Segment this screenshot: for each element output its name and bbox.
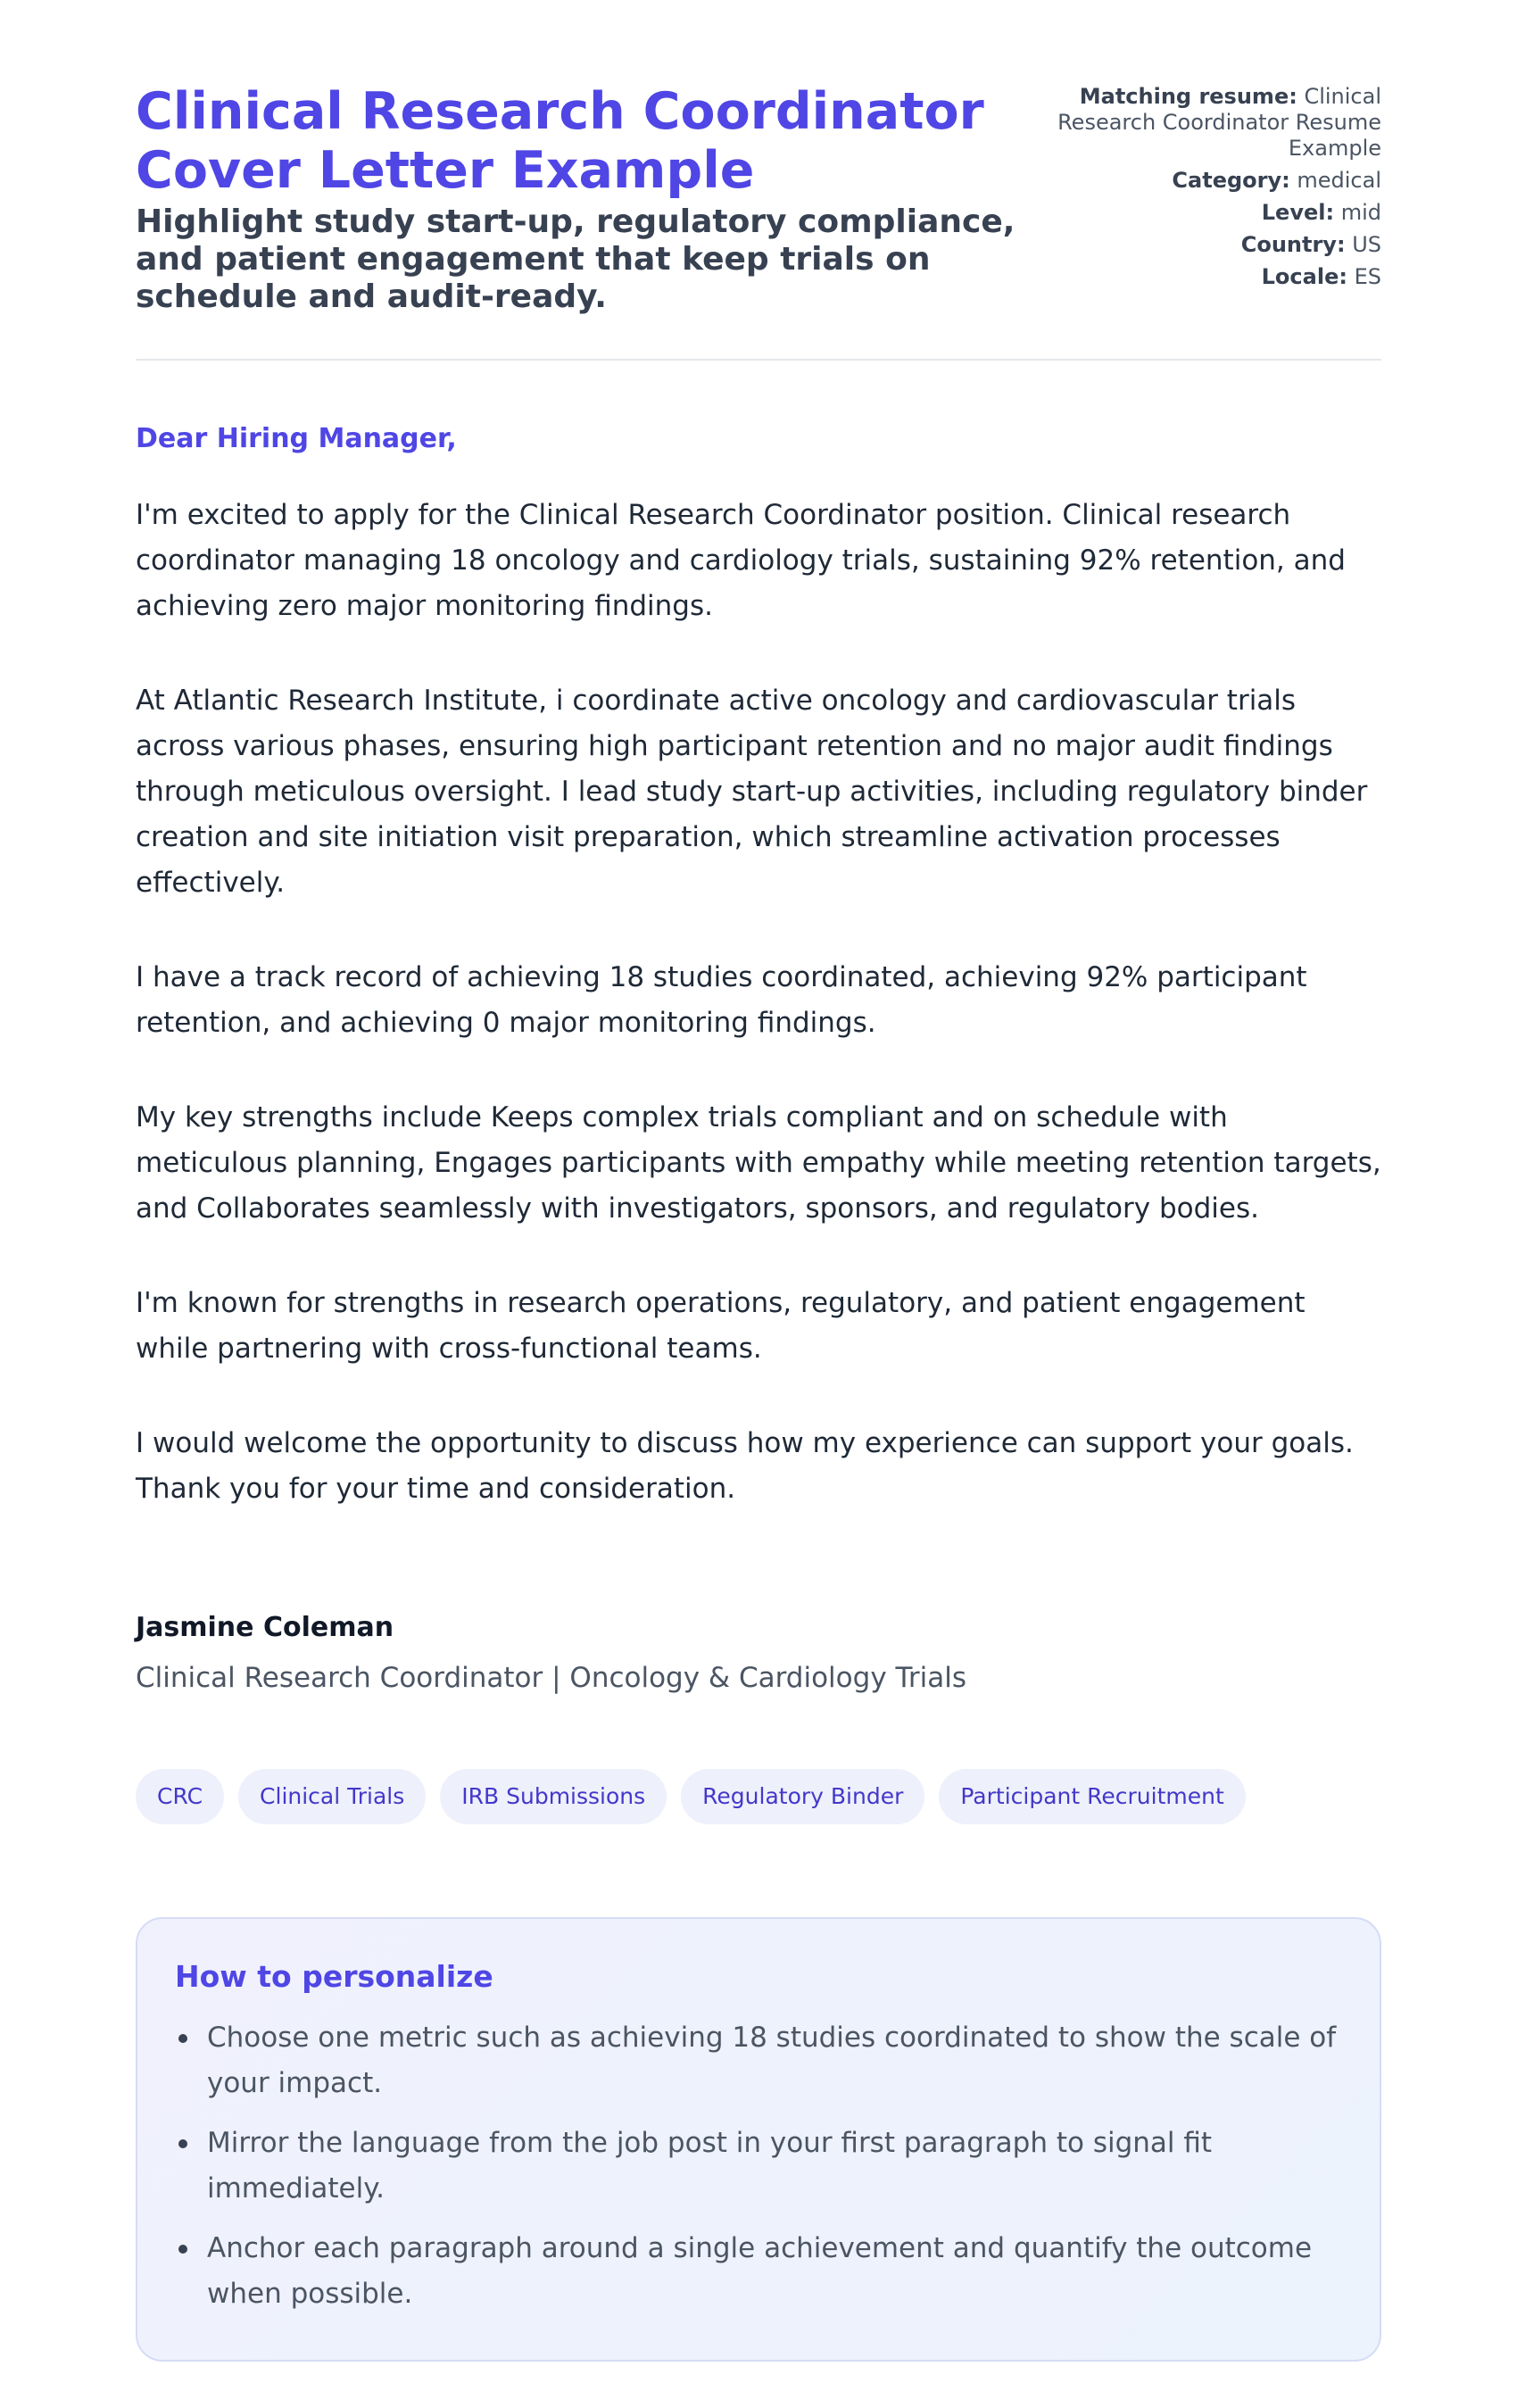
meta-matching-resume [1042, 84, 1381, 162]
meta-locale-value: ES [1354, 264, 1381, 289]
page-header [136, 82, 1381, 361]
tip-item: Anchor each paragraph around a single achievement and quantify the outcome when possible. [207, 2226, 1342, 2317]
meta-country-value: US [1352, 232, 1381, 257]
letter-greeting: Dear Hiring Manager, [136, 423, 457, 454]
meta-category-label: Category: [1172, 168, 1290, 193]
meta-country [1042, 232, 1381, 258]
skill-tags [136, 1769, 1381, 1824]
meta-matching-resume-value: Clinical Research Coordinator Resume Example [1057, 84, 1381, 161]
header-titles [136, 82, 1028, 316]
meta-panel [1042, 84, 1381, 296]
page-title: Clinical Research Coordinator Cover Letter Example [136, 82, 984, 200]
meta-category [1042, 168, 1381, 194]
meta-level [1042, 200, 1381, 226]
letter-body [136, 421, 1381, 1696]
letter-paragraph-track-record: I have a track record of achieving 18 studies coordinated, achieving 92% participant retention, and achieving 0 major monitoring findings. [136, 961, 1307, 1039]
meta-matching-resume-label: Matching resume: [1079, 84, 1297, 109]
letter-paragraph-intro: I'm excited to apply for the Clinical Research Coordinator position. Clinical research coordinator managing 18 oncology and cardiology trials, sustaining 92% retention, and achieving zero major monitoring findings. [136, 499, 1346, 622]
signature-title: Clinical Research Coordinator | Oncology & Cardiology Trials [136, 1662, 967, 1694]
tag-clinical-trials: Clinical Trials [238, 1769, 426, 1824]
page-subtitle: Highlight study start-up, regulatory compliance, and patient engagement that keep trials on schedule and audit-ready. [136, 203, 1015, 315]
tag-crc: CRC [136, 1769, 224, 1824]
meta-category-value: medical [1297, 168, 1381, 193]
meta-level-value: mid [1340, 200, 1381, 225]
tip-item: Mirror the language from the job post in your first paragraph to signal fit immediately. [207, 2121, 1342, 2212]
letter-paragraph-known-for: I'm known for strengths in research operations, regulatory, and patient engagement while partnering with cross-functional teams. [136, 1287, 1306, 1365]
letter-paragraph-experience: At Atlantic Research Institute, i coordinate active oncology and cardiovascular trials across various phases, ensuring high participant retention and no major audit findings through meticulous oversight. I lead study start-up activities, including regulatory binder creation and site initiation visit preparation, which streamline activation processes effectively. [136, 685, 1368, 899]
tip-item: Choose one metric such as achieving 18 studies coordinated to show the scale of your impact. [207, 2015, 1342, 2106]
tag-irb-submissions: IRB Submissions [440, 1769, 667, 1824]
tips-title: How to personalize [175, 1959, 493, 1994]
meta-level-label: Level: [1261, 200, 1335, 225]
tag-regulatory-binder: Regulatory Binder [681, 1769, 924, 1824]
letter-paragraph-closing: I would welcome the opportunity to discuss how my experience can support your goals. Thank you for your time and consideration. [136, 1427, 1354, 1505]
meta-locale-label: Locale: [1261, 264, 1347, 289]
tag-participant-recruitment: Participant Recruitment [939, 1769, 1245, 1824]
meta-country-label: Country: [1240, 232, 1346, 257]
signature-name: Jasmine Coleman [136, 1612, 394, 1643]
tips-list [175, 2015, 1342, 2317]
meta-locale [1042, 264, 1381, 290]
personalize-tips-card [136, 1917, 1381, 2362]
letter-paragraph-strengths: My key strengths include Keeps complex trials compliant and on schedule with meticulous planning, Engages participants with empathy while meeting retention targets, and Collaborates seamlessly with investigators, sponsors, and regulatory bodies. [136, 1101, 1381, 1225]
